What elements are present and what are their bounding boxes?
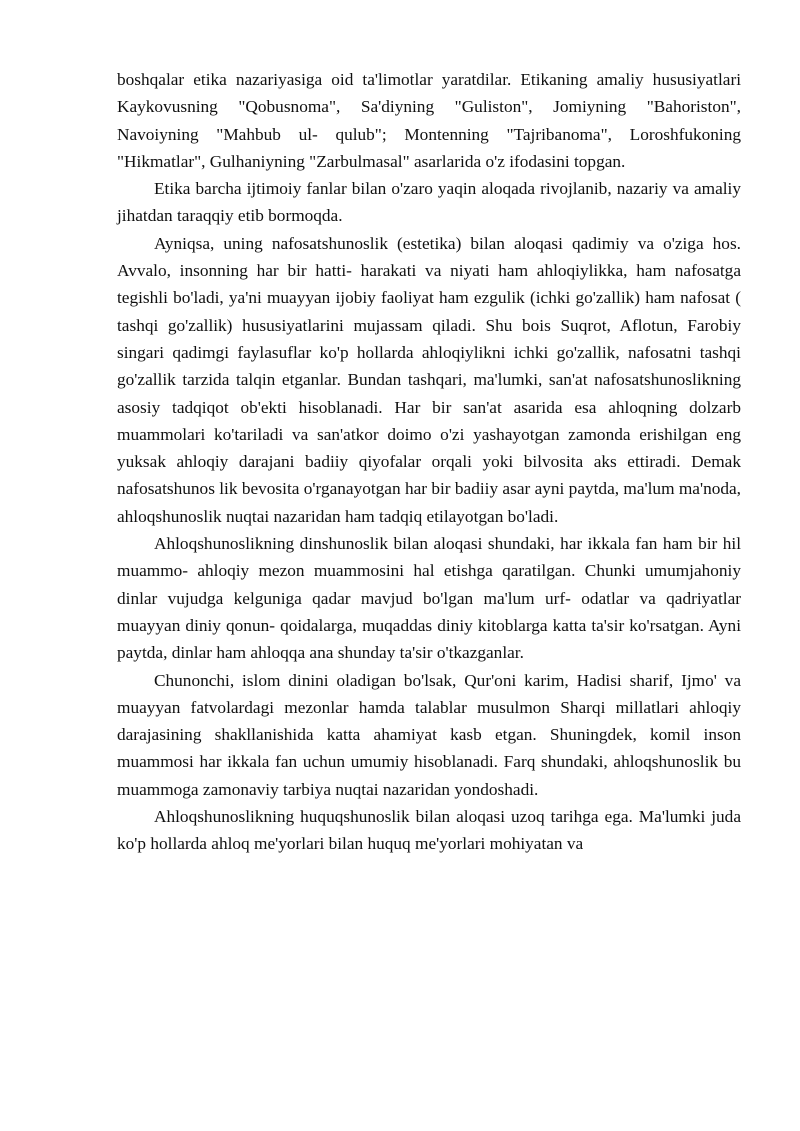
paragraph-nafosatshunoslik: Ayniqsa, uning nafosatshunoslik (estetika) bilan aloqasi qadimiy va o'ziga hos. Avvalo, insonning har bir hatti- harakati va niyati ham ahloqiylikka, ham nafosatga tegishli bo'ladi, ya'ni muayyan ijobiy faoliyat ham ezgulik (ichki go'zallik) ham nafosat ( tashqi go'zallik) hususiyatlarini mujassam qiladi. Shu bois Suqrot, Aflotun, Farobiy singari qadimgi faylasuflar ko'p hollarda ahloqiylikni ichki go'zallik, nafosatni tashqi go'zallik tarzida talqin etganlar. Bundan tashqari, ma'lumki, san'at nafosatshunoslikning asosiy tadqiqot ob'ekti hisoblanadi. Har bir san'at asarida esa ahloqning dolzarb muammolari ko'tariladi va san'atkor doimo o'zi yashayotgan zamonda erishilgan eng yuksak ahloqiy darajani badiiy qiyofalar orqali yoki bilvosita aks ettiradi. Demak nafosatshunos lik bevosita o'rganayotgan har bir badiiy asar ayni paytda, ma'lum ma'noda, ahloqshunoslik nuqtai nazaridan ham tadqiq etilayotgan bo'ladi. bbox=[117, 233, 741, 526]
paragraph-islom: Chunonchi, islom dinini oladigan bo'lsak, Qur'oni karim, Hadisi sharif, Ijmo' va muayyan fatvolardagi mezonlar hamda talablar musulmon Sharqi millatlari ahloqiy darajasining shakllanishida katta ahamiyat kasb etgan. Shuningdek, komil inson muammosi har ikkala fan uchun umumiy hisoblanadi. Farq shundaki, ahloqshunoslik bu muammoga zamonaviy tarbiya nuqtai nazaridan yondoshadi. bbox=[117, 670, 741, 799]
paragraph-etika-aloqa: Etika barcha ijtimoiy fanlar bilan o'zaro yaqin aloqada rivojlanib, nazariy va amaliy jihatdan taraqqiy etib bormoqda. bbox=[117, 179, 741, 226]
paragraph-continuation: boshqalar etika nazariyasiga oid ta'limotlar yaratdilar. Etikaning amaliy hususiyatlari Kaykovusning "Qobusnoma", Sa'diyning "Guliston", Jomiyning "Bahoriston", Navoiyning "Mahbub ul- qulub"; Montenning "Tajribanoma", Loroshfukoning "Hikmatlar", Gulhaniyning "Zarbulmasal" asarlarida o'z ifodasini topgan. bbox=[117, 70, 741, 171]
document-page bbox=[117, 66, 741, 858]
paragraph-dinshunoslik: Ahloqshunoslikning dinshunoslik bilan aloqasi shundaki, har ikkala fan ham bir hil muammo- ahloqiy mezon muammosini hal etishga qaratilgan. Chunki umumjahoniy dinlar vujudga kelguniga qadar mavjud bo'lgan ma'lum urf- odatlar va qadriyatlar muayyan diniy qonun- qoidalarga, muqaddas diniy kitoblarga katta ta'sir ko'rsatgan. Ayni paytda, dinlar ham ahloqqa ana shunday ta'sir o'tkazganlar. bbox=[117, 534, 741, 663]
paragraph-huquqshunoslik: Ahloqshunoslikning huquqshunoslik bilan aloqasi uzoq tarihga ega. Ma'lumki juda ko'p hollarda ahloq me'yorlari bilan huquq me'yorlari mohiyatan va bbox=[117, 807, 741, 854]
